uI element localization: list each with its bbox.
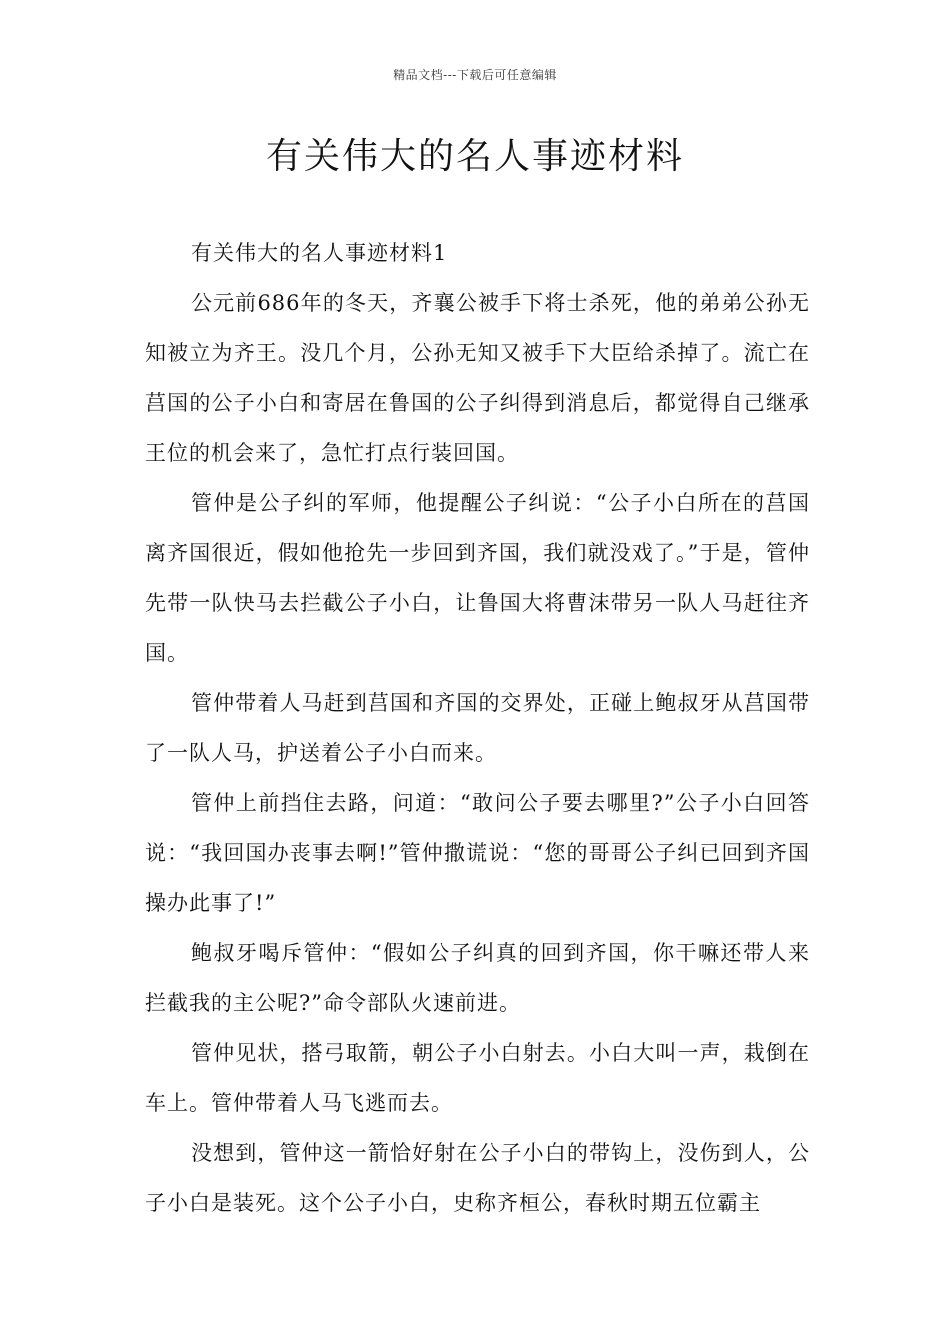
paragraph: 管仲上前挡住去路，问道：“敢问公子要去哪里?”公子小白回答说：“我回国办丧事去啊!”管仲撒谎说：“您的哥哥公子纠已回到齐国操办此事了!”: [145, 791, 810, 915]
paragraph-subtitle: 有关伟大的名人事迹材料1: [191, 241, 448, 265]
paragraph: 公元前686年的冬天，齐襄公被手下将士杀死，他的弟弟公孙无知被立为齐王。没几个月，公孙无知又被手下大臣给杀掉了。流亡在莒国的公子小白和寄居在鲁国的公子纠得到消息后，都觉得自己继承王位的机会来了，急忙打点行装回国。: [145, 291, 810, 465]
document-body: [145, 228, 810, 1228]
paragraph: 鲍叔牙喝斥管仲：“假如公子纠真的回到齐国，你干嘛还带人来拦截我的主公呢?”命令部队火速前进。: [145, 941, 810, 1015]
document-title: 有关伟大的名人事迹材料: [265, 136, 684, 177]
paragraph: 管仲见状，搭弓取箭，朝公子小白射去。小白大叫一声，栽倒在车上。管仲带着人马飞逃而去。: [145, 1041, 810, 1115]
paragraph: 没想到，管仲这一箭恰好射在公子小白的带钩上，没伤到人，公子小白是装死。这个公子小白，史称齐桓公，春秋时期五位霸主: [145, 1141, 810, 1215]
header-note: 精品文档---下载后可任意编辑: [393, 68, 557, 82]
paragraph: 管仲带着人马赶到莒国和齐国的交界处，正碰上鲍叔牙从莒国带了一队人马，护送着公子小白而来。: [145, 691, 810, 765]
paragraph: 管仲是公子纠的军师，他提醒公子纠说：“公子小白所在的莒国离齐国很近，假如他抢先一步回到齐国，我们就没戏了。”于是，管仲先带一队快马去拦截公子小白，让鲁国大将曹沫带另一队人马赶往齐国。: [145, 491, 810, 665]
